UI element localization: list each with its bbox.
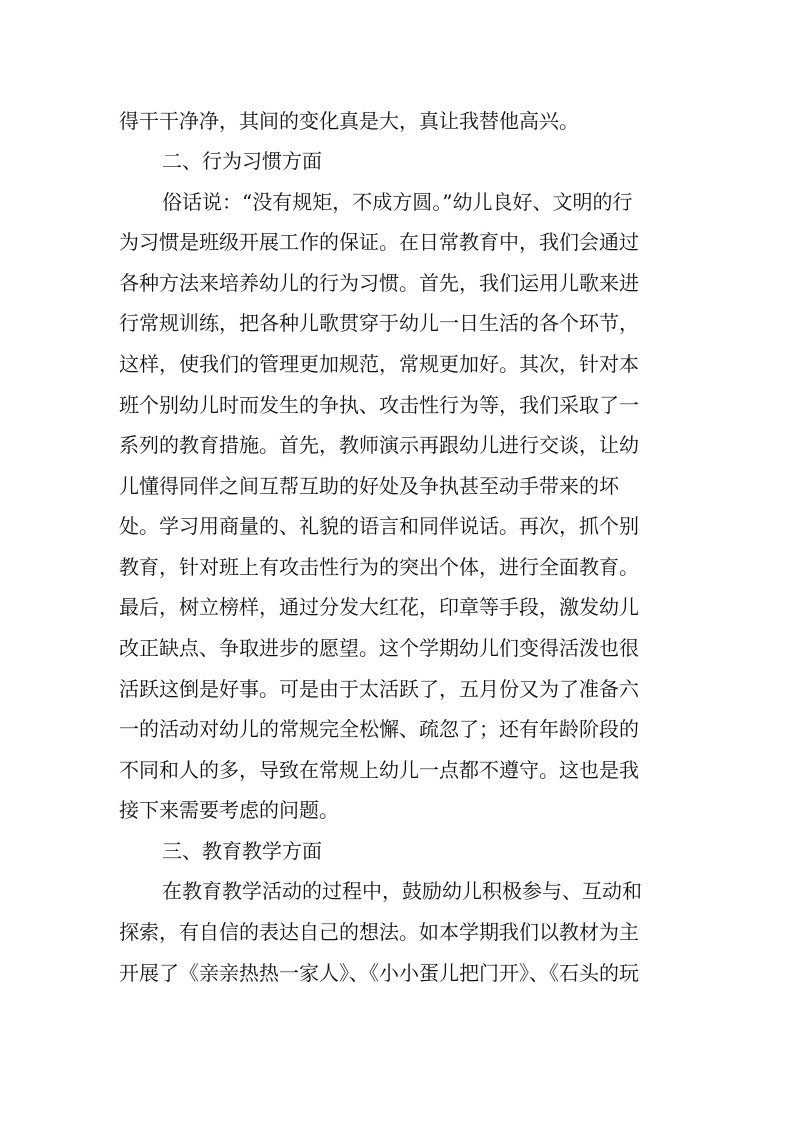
text-line: 活跃这倒是好事。可是由于太活跃了，五月份又为了准备六: [119, 677, 639, 701]
section-heading: 二、行为习惯方面: [162, 149, 322, 173]
text-line: 一的活动对幼儿的常规完全松懈、疏忽了；还有年龄阶段的: [119, 717, 639, 741]
text-line: 为习惯是班级开展工作的保证。在日常教育中，我们会通过: [119, 230, 639, 254]
text-line: 这样，使我们的管理更加规范，常规更加好。其次，针对本: [119, 352, 639, 376]
section-heading: 三、教育教学方面: [162, 839, 322, 863]
text-line: 接下来需要考虑的问题。: [119, 798, 339, 822]
text-line: 系列的教育措施。首先，教师演示再跟幼儿进行交谈，让幼: [119, 433, 639, 457]
text-line: 各种方法来培养幼儿的行为习惯。首先，我们运用儿歌来进: [119, 271, 639, 295]
text-line: 不同和人的多，导致在常规上幼儿一点都不遵守。这也是我: [119, 758, 639, 782]
text-line: 班个别幼儿时而发生的争执、攻击性行为等，我们采取了一: [119, 393, 639, 417]
text-line: 探索，有自信的表达自己的想法。如本学期我们以教材为主: [119, 920, 639, 944]
text-line: 开展了《亲亲热热一家人》、《小小蛋儿把门开》、《石头的玩: [119, 961, 639, 985]
text-line: 教育，针对班上有攻击性行为的突出个体，进行全面教育。: [119, 555, 639, 579]
text-line: 儿懂得同伴之间互帮互助的好处及争执甚至动手带来的坏: [119, 474, 619, 498]
text-line: 处。学习用商量的、礼貌的语言和同伴说话。再次，抓个别: [119, 514, 639, 538]
text-line: 俗话说：“没有规矩，不成方圆。”幼儿良好、文明的行: [162, 190, 633, 214]
text-line: 最后，树立榜样，通过分发大红花，印章等手段，激发幼儿: [119, 595, 639, 619]
text-line: 行常规训练，把各种儿歌贯穿于幼儿一日生活的各个环节，: [119, 311, 639, 335]
text-line: 改正缺点、争取进步的愿望。这个学期幼儿们变得活泼也很: [119, 636, 639, 660]
text-line: 在教育教学活动的过程中，鼓励幼儿积极参与、互动和: [162, 879, 642, 903]
text-line: 得干干净净，其间的变化真是大，真让我替他高兴。: [119, 109, 579, 133]
